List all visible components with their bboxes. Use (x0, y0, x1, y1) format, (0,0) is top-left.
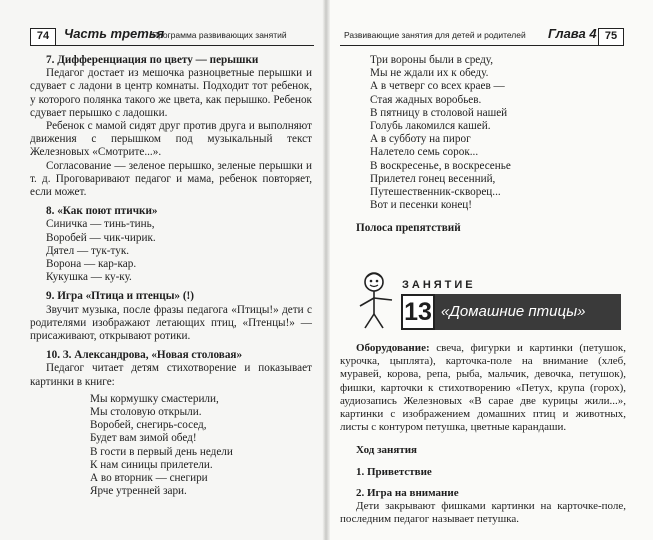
equipment-text: свеча, фигурки и картинки (петушок, курочка, цыплята), карточка-поле на внимание (хлеб, муравей, корова, репа, рыба, мальчик, девочка, петушок), фишки, карточки к стихотворению «Петух, крупа (горох), аудиозапись Железновых «В сарае две курицы жили...», картинки с изображением домашних птиц и животных, листы с контуром петушка, цветные карандаши. (340, 342, 626, 434)
chapter-title: Глава 4 (548, 26, 597, 41)
verse-line: А во вторник — снегири (90, 472, 208, 485)
verse-line: А в четверг со всех краев — (370, 80, 505, 93)
verse-line: Воробей, снегирь-сосед, (90, 419, 207, 432)
header-rule (340, 45, 623, 46)
lesson-title: «Домашние птицы» (435, 294, 621, 330)
child-figure-icon (354, 270, 398, 332)
verse-line: К нам синицы прилетели. (90, 458, 213, 471)
running-title: Развивающие занятия для детей и родителей (344, 30, 526, 40)
book-spine (322, 0, 330, 540)
verse-line: Три вороны были в среду, (370, 54, 494, 66)
lesson-number: 13 (401, 294, 435, 330)
equipment-paragraph (340, 342, 626, 434)
paragraph: Педагог читает детям стихотворение и показывает картинки в книге: (30, 362, 312, 388)
paragraph: Дети закрывают фишками картинки на карточке-поле, последним педагог называет петушка. (340, 500, 626, 526)
verse-line: Мы кормушку смастерили, (90, 392, 219, 405)
running-title: Программа развивающих занятий (152, 30, 287, 40)
paragraph: Ребенок с мамой сидят друг против друга и выполняют движения с перышком под музыкальный текст Железновых «Смотрите...». (30, 120, 312, 159)
poem (30, 393, 312, 499)
section-heading-7: 7. Дифференциация по цвету — перышки (46, 54, 259, 66)
birds-list (30, 218, 312, 284)
verse-line: В воскресенье, в воскресенье (370, 159, 511, 172)
left-header (30, 28, 314, 46)
right-body (340, 342, 626, 526)
verse-line: Прилетел гонец весенний, (370, 172, 496, 185)
header-rule (30, 45, 314, 46)
part-title: Часть третья (64, 26, 165, 41)
page-number: 74 (30, 28, 56, 46)
verse-line: Воробей — чик-чирик. (46, 231, 156, 244)
verse-line: А в субботу на пирог (370, 133, 471, 146)
equipment-label: Оборудование: (356, 342, 430, 354)
lesson-label: ЗАНЯТИЕ (402, 279, 476, 291)
page-number: 75 (598, 28, 624, 46)
verse-line: Кукушка — ку-ку. (46, 271, 132, 284)
paragraph: Педагог достает из мешочка разноцветные перышки и сдувает с ладони в центр комнаты. Подходит тот ребенок, у которого полянка такого же цвета, как перышко. Ребенок сдувает перышко с ладошки. (30, 67, 312, 119)
right-page (326, 0, 653, 540)
right-poem (370, 54, 620, 212)
verse-line: Стая жадных воробьев. (370, 93, 482, 106)
left-page (0, 0, 326, 540)
verse-line: В пятницу в столовой нашей (370, 106, 508, 119)
verse-line: Ворона — кар-кар. (46, 258, 137, 271)
section-heading-8: 8. «Как поют птички» (46, 205, 158, 218)
verse-line: Мы не ждали их к обеду. (370, 67, 489, 80)
left-body (30, 54, 312, 499)
verse-line: Голубь лакомился кашей. (370, 120, 491, 133)
verse-line: Путешественник-скворец... (370, 186, 501, 199)
verse-line: Вот и песенки конец! (370, 199, 473, 212)
verse-line: Синичка — тинь-тинь, (46, 218, 155, 231)
verse-line: Налетело семь сорок... (370, 146, 479, 159)
course-heading: Ход занятия (356, 444, 418, 457)
section-heading-9: 9. Игра «Птица и птенцы» (!) (46, 290, 194, 303)
section-heading-obstacle: Полоса препятствий (356, 222, 461, 234)
verse-line: В гости в первый день недели (90, 445, 233, 458)
paragraph: Звучит музыка, после фразы педагога «Птицы!» дети с родителями изображают летающих птиц, «Птенцы!» — присаживают, открывают ротики. (30, 303, 312, 343)
section-heading-10: 10. З. Александрова, «Новая столовая» (46, 349, 243, 362)
right-header (340, 28, 623, 46)
verse-line: Дятел — тук-тук. (46, 244, 130, 257)
step-heading-2: 2. Игра на внимание (356, 486, 459, 499)
paragraph: Согласование — зеленое перышко, зеленые перышки и т. д. Проговаривают педагог и мама, ребенок повторяет, если может. (30, 159, 312, 199)
verse-line: Будет вам зимой обед! (90, 432, 197, 445)
verse-line: Ярче утренней зари. (90, 485, 187, 498)
verse-line: Мы столовую открыли. (90, 406, 202, 419)
step-heading-1: 1. Приветствие (356, 465, 432, 478)
